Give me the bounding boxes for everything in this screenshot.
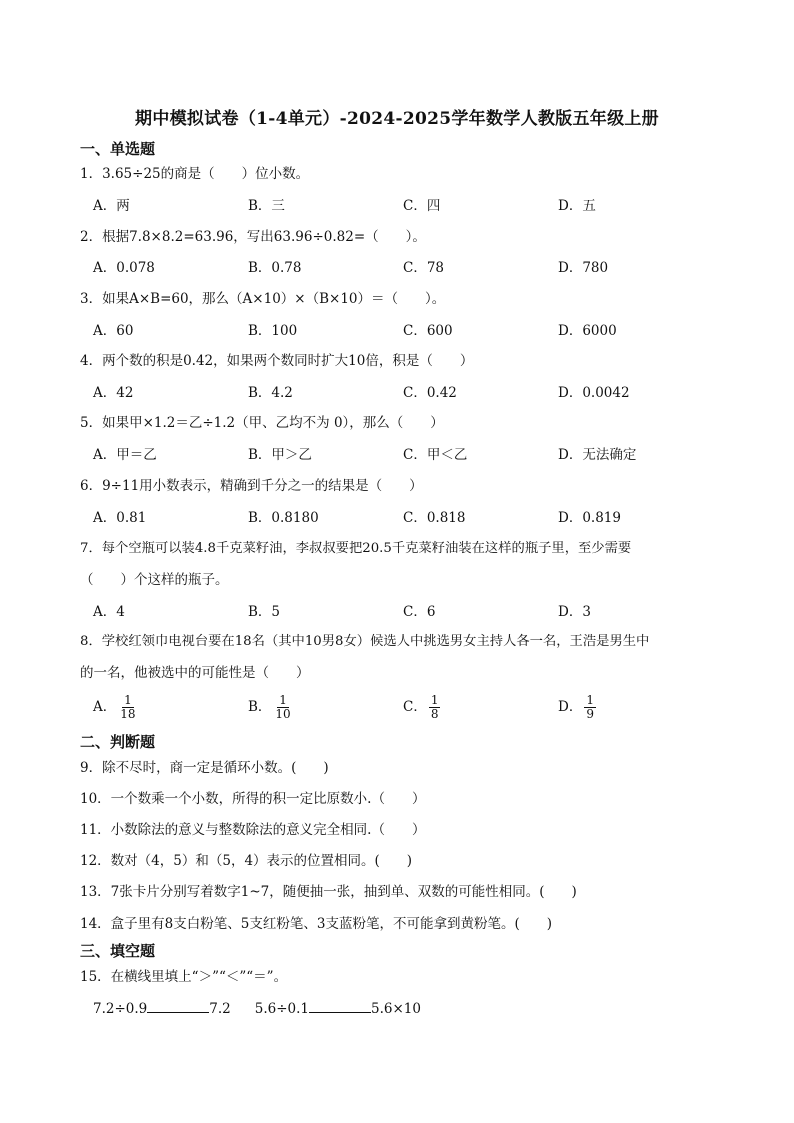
q8-option-b[interactable] bbox=[248, 694, 293, 721]
q2-option-a[interactable]: A．0.078 bbox=[93, 260, 155, 276]
q6-option-a[interactable]: A．0.81 bbox=[93, 510, 147, 526]
q5-option-c[interactable]: C．甲＜乙 bbox=[403, 447, 468, 463]
q4-option-b[interactable]: B．4.2 bbox=[248, 385, 293, 401]
q2-option-b[interactable]: B．0.78 bbox=[248, 260, 302, 276]
fraction-numerator: 1 bbox=[586, 693, 594, 707]
question-2: 2．根据7.8×8.2=63.96，写出63.96÷0.82=（ ）。 bbox=[80, 229, 426, 245]
fraction-denominator: 10 bbox=[275, 707, 291, 721]
question-6: 6．9÷11用小数表示，精确到千分之一的结果是（ ） bbox=[80, 478, 423, 494]
q15-blank-1[interactable] bbox=[147, 998, 209, 1013]
question-3: 3．如果A×B=60，那么（A×10）×（B×10）＝（ ）。 bbox=[80, 291, 446, 307]
q3-option-a[interactable]: A．60 bbox=[93, 323, 134, 339]
question-13: 13．7张卡片分别写着数字1~7，随便抽一张，抽到单、双数的可能性相同。( ) bbox=[80, 884, 577, 900]
q4-option-a[interactable]: A．42 bbox=[93, 385, 134, 401]
q8-option-d-label: D． bbox=[558, 699, 583, 715]
q7-option-a[interactable]: A．4 bbox=[93, 604, 125, 620]
question-4: 4．两个数的积是0.42，如果两个数同时扩大10倍，积是（ ） bbox=[80, 353, 474, 369]
question-8-line-1: 8．学校红领巾电视台要在18名（其中10男8女）候选人中挑选男女主持人各一名，王浩是男生中 bbox=[80, 634, 650, 649]
q5-option-a[interactable]: A．甲＝乙 bbox=[93, 447, 157, 463]
fraction-numerator: 1 bbox=[430, 693, 439, 707]
q15-expressions bbox=[93, 998, 421, 1019]
q4-option-d[interactable]: D．0.0042 bbox=[558, 385, 630, 401]
question-1: 1．3.65÷25的商是（ ）位小数。 bbox=[80, 166, 310, 182]
fraction-numerator: 1 bbox=[124, 693, 132, 707]
fraction-denominator: 18 bbox=[120, 707, 136, 721]
q15-blank-2[interactable] bbox=[309, 998, 371, 1013]
q8-option-b-fraction bbox=[273, 694, 292, 721]
q8-option-d-fraction bbox=[584, 694, 596, 721]
q6-option-b[interactable]: B．0.8180 bbox=[248, 510, 319, 526]
fraction-denominator: 9 bbox=[586, 707, 594, 721]
question-5: 5．如果甲×1.2＝乙÷1.2（甲、乙均不为 0），那么（ ） bbox=[80, 415, 444, 431]
q8-option-a[interactable] bbox=[93, 694, 138, 721]
q1-option-a[interactable]: A．两 bbox=[93, 198, 130, 214]
q2-option-c[interactable]: C．78 bbox=[403, 260, 445, 276]
question-14: 14．盒子里有8支白粉笔、5支红粉笔、3支蓝粉笔，不可能拿到黄粉笔。( ) bbox=[80, 916, 552, 932]
q2-option-d[interactable]: D．780 bbox=[558, 260, 609, 276]
section-true-false: 二、判断题 bbox=[80, 733, 156, 751]
q8-option-c[interactable] bbox=[403, 694, 440, 721]
q8-option-b-label: B． bbox=[248, 699, 272, 715]
q5-option-d[interactable]: D．无法确定 bbox=[558, 447, 637, 463]
q8-option-d[interactable] bbox=[558, 694, 596, 721]
fraction-numerator: 1 bbox=[279, 693, 287, 707]
q6-option-c[interactable]: C．0.818 bbox=[403, 510, 466, 526]
q15-expr-1-right: 7.2 bbox=[209, 1001, 231, 1017]
question-15: 15．在横线里填上“＞”“＜”“＝”。 bbox=[80, 969, 288, 985]
section-single-choice: 一、单选题 bbox=[80, 140, 156, 158]
q8-option-a-fraction bbox=[118, 694, 137, 721]
question-12: 12．数对（4，5）和（5，4）表示的位置相同。( ) bbox=[80, 853, 413, 869]
q1-option-b[interactable]: B．三 bbox=[248, 198, 285, 214]
question-9: 9．除不尽时，商一定是循环小数。( ) bbox=[80, 760, 329, 776]
q6-option-d[interactable]: D．0.819 bbox=[558, 510, 621, 526]
q5-option-b[interactable]: B．甲＞乙 bbox=[248, 447, 312, 463]
question-7-line-2: （ ）个这样的瓶子。 bbox=[80, 572, 229, 588]
q1-option-c[interactable]: C．四 bbox=[403, 198, 441, 214]
q1-option-d[interactable]: D．五 bbox=[558, 198, 596, 214]
q7-option-d[interactable]: D．3 bbox=[558, 604, 591, 620]
question-8-line-2: 的一名，他被选中的可能性是（ ） bbox=[80, 665, 310, 681]
q15-expr-2-left: 5.6÷0.1 bbox=[254, 1001, 310, 1017]
fraction-denominator: 8 bbox=[430, 707, 439, 721]
q8-option-a-label: A． bbox=[93, 699, 117, 715]
q15-expr-1-left: 7.2÷0.9 bbox=[93, 1001, 148, 1017]
q3-option-b[interactable]: B．100 bbox=[248, 323, 298, 339]
section-fill-blank: 三、填空题 bbox=[80, 942, 156, 960]
q3-option-c[interactable]: C．600 bbox=[403, 323, 453, 339]
q4-option-c[interactable]: C．0.42 bbox=[403, 385, 457, 401]
q8-option-c-label: C． bbox=[403, 699, 427, 715]
q8-option-c-fraction bbox=[429, 694, 441, 721]
question-7-line-1: 7．每个空瓶可以装4.8千克菜籽油，李叔叔要把20.5千克菜籽油装在这样的瓶子里，至少需要 bbox=[80, 541, 632, 556]
q7-option-b[interactable]: B．5 bbox=[248, 604, 281, 620]
q15-expr-2-right: 5.6×10 bbox=[371, 1001, 421, 1017]
exam-title: 期中模拟试卷（1-4单元）-2024-2025学年数学人教版五年级上册 bbox=[135, 109, 659, 129]
question-10: 10．一个数乘一个小数，所得的积一定比原数小.（ ） bbox=[80, 791, 426, 807]
q7-option-c[interactable]: C．6 bbox=[403, 604, 436, 620]
question-11: 11．小数除法的意义与整数除法的意义完全相同.（ ） bbox=[80, 822, 426, 838]
q3-option-d[interactable]: D．6000 bbox=[558, 323, 617, 339]
